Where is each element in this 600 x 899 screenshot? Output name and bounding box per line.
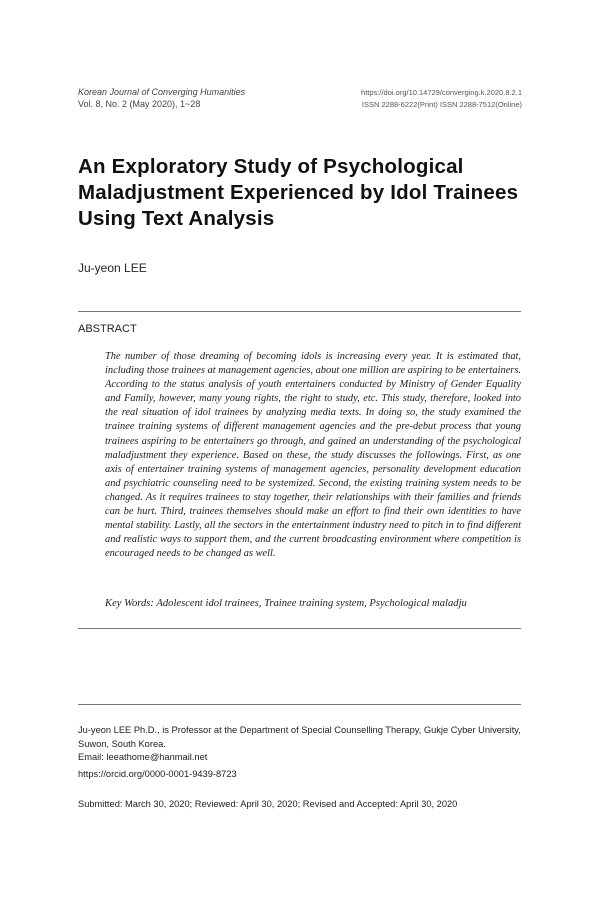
- submission-dates: Submitted: March 30, 2020; Reviewed: April 30, 2020; Revised and Accepted: April 30, 2020: [78, 799, 458, 809]
- keywords: Key Words: Adolescent idol trainees, Trainee training system, Psychological maladju: [105, 598, 467, 609]
- author-affiliation: Ju-yeon LEE Ph.D., is Professor at the Department of Special Counselling Therapy, Gukje Cyber University, Suwon, South Korea.: [78, 725, 521, 749]
- volume-info: Vol. 8, No. 2 (May 2020), 1~28: [78, 98, 201, 109]
- journal-header: [78, 87, 245, 110]
- doi-link[interactable]: https://doi.org/10.14729/converging.k.2020.8.2.1: [361, 88, 522, 97]
- author-email[interactable]: Email: leeathome@hanmail.net: [78, 752, 208, 763]
- footnote-divider: [78, 704, 521, 705]
- article-title: An Exploratory Study of Psychological Maladjustment Experienced by Idol Trainees Using Text Analysis: [78, 155, 519, 230]
- abstract-bottom-divider: [78, 628, 521, 629]
- top-divider: [78, 311, 521, 312]
- author-name: Ju-yeon LEE: [78, 261, 147, 275]
- abstract-body: The number of those dreaming of becoming idols is increasing every year. It is estimated that, including those trainees at management agencies, about one million are aspiring to be entertainers. According to the status analysis of youth entertainers conducted by Ministry of Gender Equality and Family, however, many young rights, the right to study, etc. This study, therefore, looked into the real situation of idol trainees by analyzing media texts. In doing so, the study examined the trainee training systems of different management agencies and the pre-debut process that young trainees aspiring to be entertainers go through, and gained an understanding of the psychological maladjustment they experience. Based on these, the study discusses the followings. First, as one axis of entertainer training systems of management agencies, personality development education and psychiatric counseling need to be systemized. Second, the existing training system needs to be changed. As it requires trainees to stay together, their relationships with their families and friends can be hurt. Third, trainees themselves should make an effort to find their own identities to have mental stability. Lastly, all the sectors in the entertainment industry need to pitch in to find different and realistic ways to support them, and the current broadcasting environment where competition is encouraged needs to be changed as well.: [105, 351, 521, 560]
- journal-name: Korean Journal of Converging Humanities: [78, 87, 246, 97]
- abstract-heading: ABSTRACT: [78, 323, 137, 335]
- doi-header: [361, 87, 522, 110]
- orcid-link[interactable]: https://orcid.org/0000-0001-9439-8723: [78, 768, 237, 779]
- author-footnote: [78, 724, 521, 781]
- issn-info: ISSN 2288-6222(Print) ISSN 2288-7512(Online): [361, 99, 522, 109]
